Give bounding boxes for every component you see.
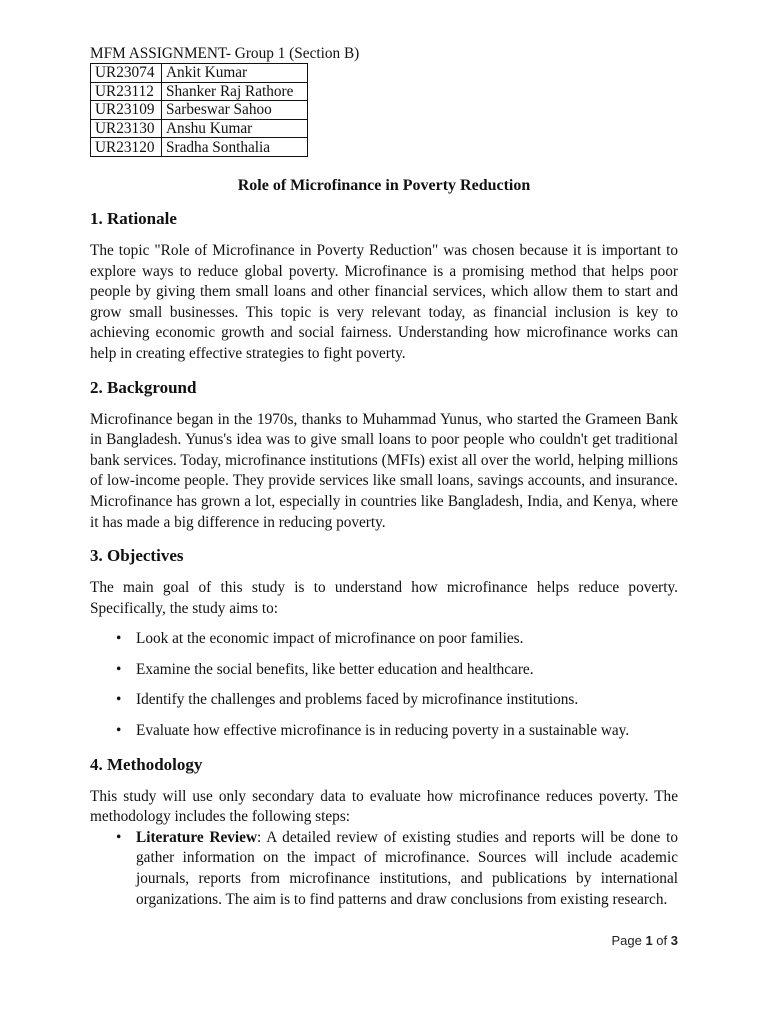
member-name: Shanker Raj Rathore (162, 82, 308, 101)
list-item: • Look at the economic impact of microfinance on poor families. (116, 630, 524, 648)
assignment-header: MFM ASSIGNMENT- Group 1 (Section B) (90, 45, 360, 62)
member-id: UR23120 (91, 138, 162, 157)
document-title: Role of Microfinance in Poverty Reduction (237, 176, 531, 194)
member-row (91, 64, 308, 83)
heading-background: 2. Background (90, 377, 197, 397)
methodology-paragraph: This study will use only secondary data to evaluate how microfinance reduces poverty. The methodology includes the following steps: (90, 787, 678, 826)
heading-rationale: 1. Rationale (90, 208, 177, 228)
list-item: • Evaluate how effective microfinance is in reducing poverty in a sustainable way. (116, 722, 630, 740)
total-pages: 3 (670, 933, 678, 949)
member-name: Sradha Sonthalia (162, 138, 308, 157)
member-row (91, 82, 308, 101)
member-id: UR23109 (91, 101, 162, 120)
background-paragraph: Microfinance began in the 1970s, thanks to Muhammad Yunus, who started the Grameen Bank in Bangladesh. Yunus's idea was to give small loans to poor people who couldn't get traditional bank services. Today, microfinance institutions (MFIs) exist all over the world, helping millions of low-income people. They provide services like small loans, savings accounts, and insurance. Microfinance has grown a lot, especially in countries like Bangladesh, India, and Kenya, where it has made a big difference in reducing poverty. (90, 410, 678, 531)
heading-objectives: 3. Objectives (90, 546, 184, 566)
page-number (90, 932, 678, 950)
bullet-title: Literature Review (136, 828, 258, 846)
member-name: Anshu Kumar (162, 119, 308, 138)
list-item: • Literature Review: A detailed review of existing studies and reports will be done to gather information on the impact of microfinance. Sources will include academic journals, reports from microfinance institutions, and publications by international organizations. The aim is to find patterns and draw conclusions from existing research. (116, 828, 679, 908)
of-label: of (652, 933, 671, 949)
rationale-paragraph: The topic "Role of Microfinance in Poverty Reduction" was chosen because it is important to explore ways to reduce global poverty. Microfinance is a promising method that helps poor people by giving them small loans and other financial services, which allow them to start and grow small businesses. This topic is very relevant today, as financial inclusion is key to achieving economic growth and social fairness. Understanding how microfinance works can help in creating effective strategies to fight poverty. (90, 241, 678, 362)
member-row (91, 138, 308, 157)
current-page: 1 (645, 933, 653, 949)
bullet-text: Examine the social benefits, like better education and healthcare. (136, 660, 534, 678)
member-name: Ankit Kumar (162, 64, 308, 83)
member-id: UR23130 (91, 119, 162, 138)
bullet-text: Look at the economic impact of microfinance on poor families. (136, 630, 524, 648)
member-row (91, 101, 308, 120)
bullet-text: Identify the challenges and problems faced by microfinance institutions. (136, 691, 579, 709)
member-id: UR23112 (91, 82, 162, 101)
bullet-text: : A detailed review of existing studies and reports will be done to gather information on the impact of microfinance. Sources will include academic journals, reports from microfinance institutions, and publications by international organizations. The aim is to find patterns and draw conclusions from existing research. (136, 828, 679, 908)
page-label: Page (611, 933, 646, 949)
list-item: • Identify the challenges and problems faced by microfinance institutions. (116, 691, 579, 709)
member-id: UR23074 (91, 64, 162, 83)
members-table (90, 63, 308, 157)
member-name: Sarbeswar Sahoo (162, 101, 308, 120)
bullet-text: Evaluate how effective microfinance is in reducing poverty in a sustainable way. (136, 722, 630, 740)
objectives-paragraph: The main goal of this study is to understand how microfinance helps reduce poverty. Specifically, the study aims to: (90, 579, 678, 617)
list-item: • Examine the social benefits, like better education and healthcare. (116, 660, 534, 678)
member-row (91, 119, 308, 138)
methodology-list (90, 828, 678, 910)
heading-methodology: 4. Methodology (90, 754, 203, 774)
objectives-list (90, 629, 678, 741)
